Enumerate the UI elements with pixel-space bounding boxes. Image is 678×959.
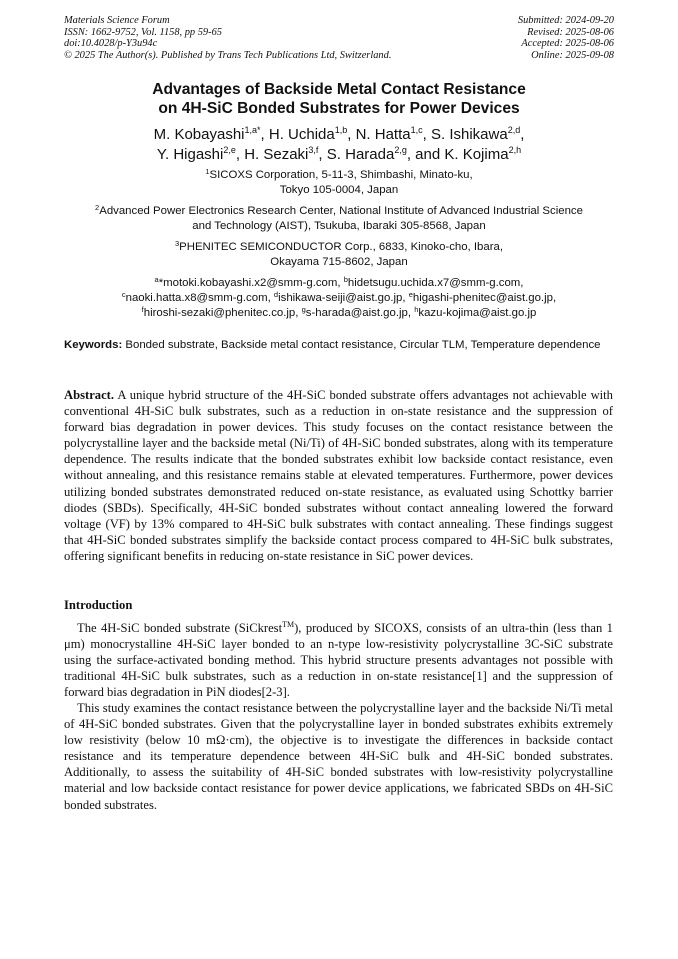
author-affiliation-sup: 2,g [394, 145, 407, 155]
affiliation-line: SICOXS Corporation, 5-11-3, Shimbashi, Minato-ku, [209, 169, 473, 181]
email-sup: b [343, 275, 348, 284]
email-address: *motoki.kobayashi.x2@smm-g.com, [158, 277, 341, 289]
abstract-label: Abstract. [64, 388, 115, 402]
paragraph-text: ), produced by SICOXS, consists of an ultra-thin (less than 1 μm) monocrystalline 4H-SiC layer bonded to an n-type low-resistivity polycrystalline 3C-SiC substrate using the surface-activated bonding method. This hybrid structure presents advantages not possible with traditional 4H-SiC bulk substrates, such as a reduction in on-state resistance[1] and the suppression of forward bias degradation in PiN diodes[2-3]. [64, 621, 613, 700]
affiliation-line: and Technology (AIST), Tsukuba, Ibaraki 305-8568, Japan [192, 220, 486, 232]
title-line-1: Advantages of Backside Metal Contact Resistance [152, 81, 526, 98]
email-sup: h [414, 305, 419, 314]
affiliation-1 [40, 168, 638, 198]
email-sup: c [121, 290, 126, 299]
copyright-line: © 2025 The Author(s). Published by Trans Tech Publications Ltd, Switzerland. [64, 49, 392, 61]
journal-name: Materials Science Forum [64, 15, 170, 26]
abstract [64, 387, 613, 564]
email-address: naoki.hatta.x8@smm-g.com, [125, 292, 271, 304]
abstract-text: A unique hybrid structure of the 4H-SiC bonded substrate offers advantages not achievable with conventional 4H-SiC bulk substrates, such as a reduction in on-state resistance and the suppression of forward bias degradation in power devices. This study focuses on the contact resistance between the polycrystalline layer and the backside metal (Ni/Ti) of 4H-SiC bonded substrates, along with its temperature dependence. The results indicate that the bonded substrates exhibit low backside contact resistance, even without annealing, and this resistance remains stable at elevated temperatures. Furthermore, power devices utilizing bonded substrates demonstrated reduced on-state resistance, as evaluated using Schottky barrier diodes (SBDs). Specifically, 4H-SiC bonded substrates without contact annealing lowered the forward voltage (VF) by 13% compared to 4H-SiC bulk substrates with contact annealing. These findings suggest that 4H-SiC bonded substrates simplify the backside contact process compared to 4H-SiC bulk substrates, offering significant benefits in reducing on-state resistance in SiC power devices. [64, 388, 613, 563]
affiliation-3 [40, 240, 638, 270]
submission-dates [518, 15, 614, 61]
affiliation-line: Okayama 715-8602, Japan [270, 256, 408, 268]
paper-title [40, 80, 638, 118]
email-line [40, 291, 638, 306]
affiliation-line: PHENITEC SEMICONDUCTOR Corp., 6833, Kinoko-cho, Ibara, [179, 241, 504, 253]
author-name: S. Ishikawa [430, 126, 508, 143]
author-affiliation-sup: 2,d [507, 125, 521, 135]
email-address: ishikawa-seiji@aist.go.jp, [278, 292, 406, 304]
author-list [40, 125, 638, 165]
online-date: Online: 2025-09-08 [531, 49, 614, 61]
author-name: H. Uchida [268, 126, 335, 143]
email-address: higashi-phenitec@aist.go.jp, [412, 292, 557, 304]
author-name: Y. Higashi [156, 146, 224, 163]
author-affiliation-sup: 1,a* [244, 125, 261, 135]
intro-paragraph-1 [64, 620, 613, 700]
title-line-2: on 4H-SiC Bonded Substrates for Power Devices [158, 100, 520, 117]
author-line-1: M. Kobayashi$^{1,a*}$, H. Uchida$^{1,b}$, N. Hatta$^{1,c}$, S. Ishikawa$^{2,d}$, [153, 125, 525, 143]
section-heading-introduction: Introduction [64, 598, 133, 612]
author-affiliation-sup: 1,c [410, 125, 423, 135]
trademark-sup: TM [282, 620, 295, 629]
paragraph-text: The 4H-SiC bonded substrate (SiCkrest [77, 621, 283, 635]
email-address: s-harada@aist.go.jp, [305, 307, 412, 319]
email-address: kazu-kojima@aist.go.jp [418, 307, 537, 319]
author-name: K. Kojima [444, 146, 509, 163]
affiliation-line: Advanced Power Electronics Research Center, National Institute of Advanced Industrial Science [99, 205, 583, 217]
email-address: hiroshi-sezaki@phenitec.co.jp, [143, 307, 299, 319]
journal-info [64, 15, 391, 61]
accepted-date: Accepted: 2025-08-06 [521, 38, 614, 49]
author-line-2: Y. Higashi$^{2,e}$, H. Sezaki$^{3,f}$, S. Harada$^{2,g}$, and K. Kojima$^{2,h}$ [156, 145, 522, 163]
author-name: N. Hatta [355, 126, 411, 143]
affiliation-sup: 1 [205, 167, 210, 176]
email-sup: f [141, 305, 144, 314]
affiliation-sup: 2 [95, 203, 100, 212]
affiliation-line: Tokyo 105-0004, Japan [279, 184, 399, 196]
email-sup: g [301, 305, 306, 314]
keywords-text: Bonded substrate, Backside metal contact resistance, Circular TLM, Temperature dependence [125, 339, 601, 351]
email-line [40, 276, 638, 291]
author-affiliation-sup: 2,h [508, 145, 522, 155]
email-line [40, 306, 638, 321]
affiliation-2 [40, 204, 638, 234]
author-affiliation-sup: 3,f [308, 145, 319, 155]
email-sup: e [408, 290, 413, 299]
submitted-date: Submitted: 2024-09-20 [517, 15, 614, 26]
author-name: H. Sezaki [244, 146, 309, 163]
keywords-label: Keywords: [64, 339, 123, 351]
issn-line: ISSN: 1662-9752, Vol. 1158, pp 59-65 [64, 26, 222, 38]
author-affiliation-sup: 2,e [223, 145, 236, 155]
author-name: M. Kobayashi [153, 126, 245, 143]
email-list [40, 276, 638, 321]
affiliation-sup: 3 [174, 239, 180, 248]
email-sup: a [154, 275, 159, 284]
revised-date: Revised: 2025-08-06 [527, 26, 614, 38]
author-conjunction: and [415, 146, 441, 163]
doi-line: doi:10.4028/p-Y3u94c [64, 38, 158, 49]
author-affiliation-sup: 1,b [334, 125, 348, 135]
author-name: S. Harada [326, 146, 395, 163]
email-sup: d [273, 290, 279, 299]
email-address: hidetsugu.uchida.x7@smm-g.com, [347, 277, 524, 289]
keywords [64, 338, 613, 353]
intro-paragraph-2: This study examines the contact resistance between the polycrystalline layer and the backside Ni/Ti metal of 4H-SiC bonded substrates. Given that the polycrystalline layer in bonded substrates exhibits extremely low resistivity (below 10 mΩ·cm), the objective is to investigate the differences in backside contact resistance and its temperature dependence between 4H-SiC bulk and 4H-SiC bonded substrates. Additionally, to assess the suitability of 4H-SiC bonded substrates with low-resistivity polycrystalline material and low backside contact resistance for power device applications, we fabricated SBDs on 4H-SiC bonded substrates. [64, 701, 613, 812]
